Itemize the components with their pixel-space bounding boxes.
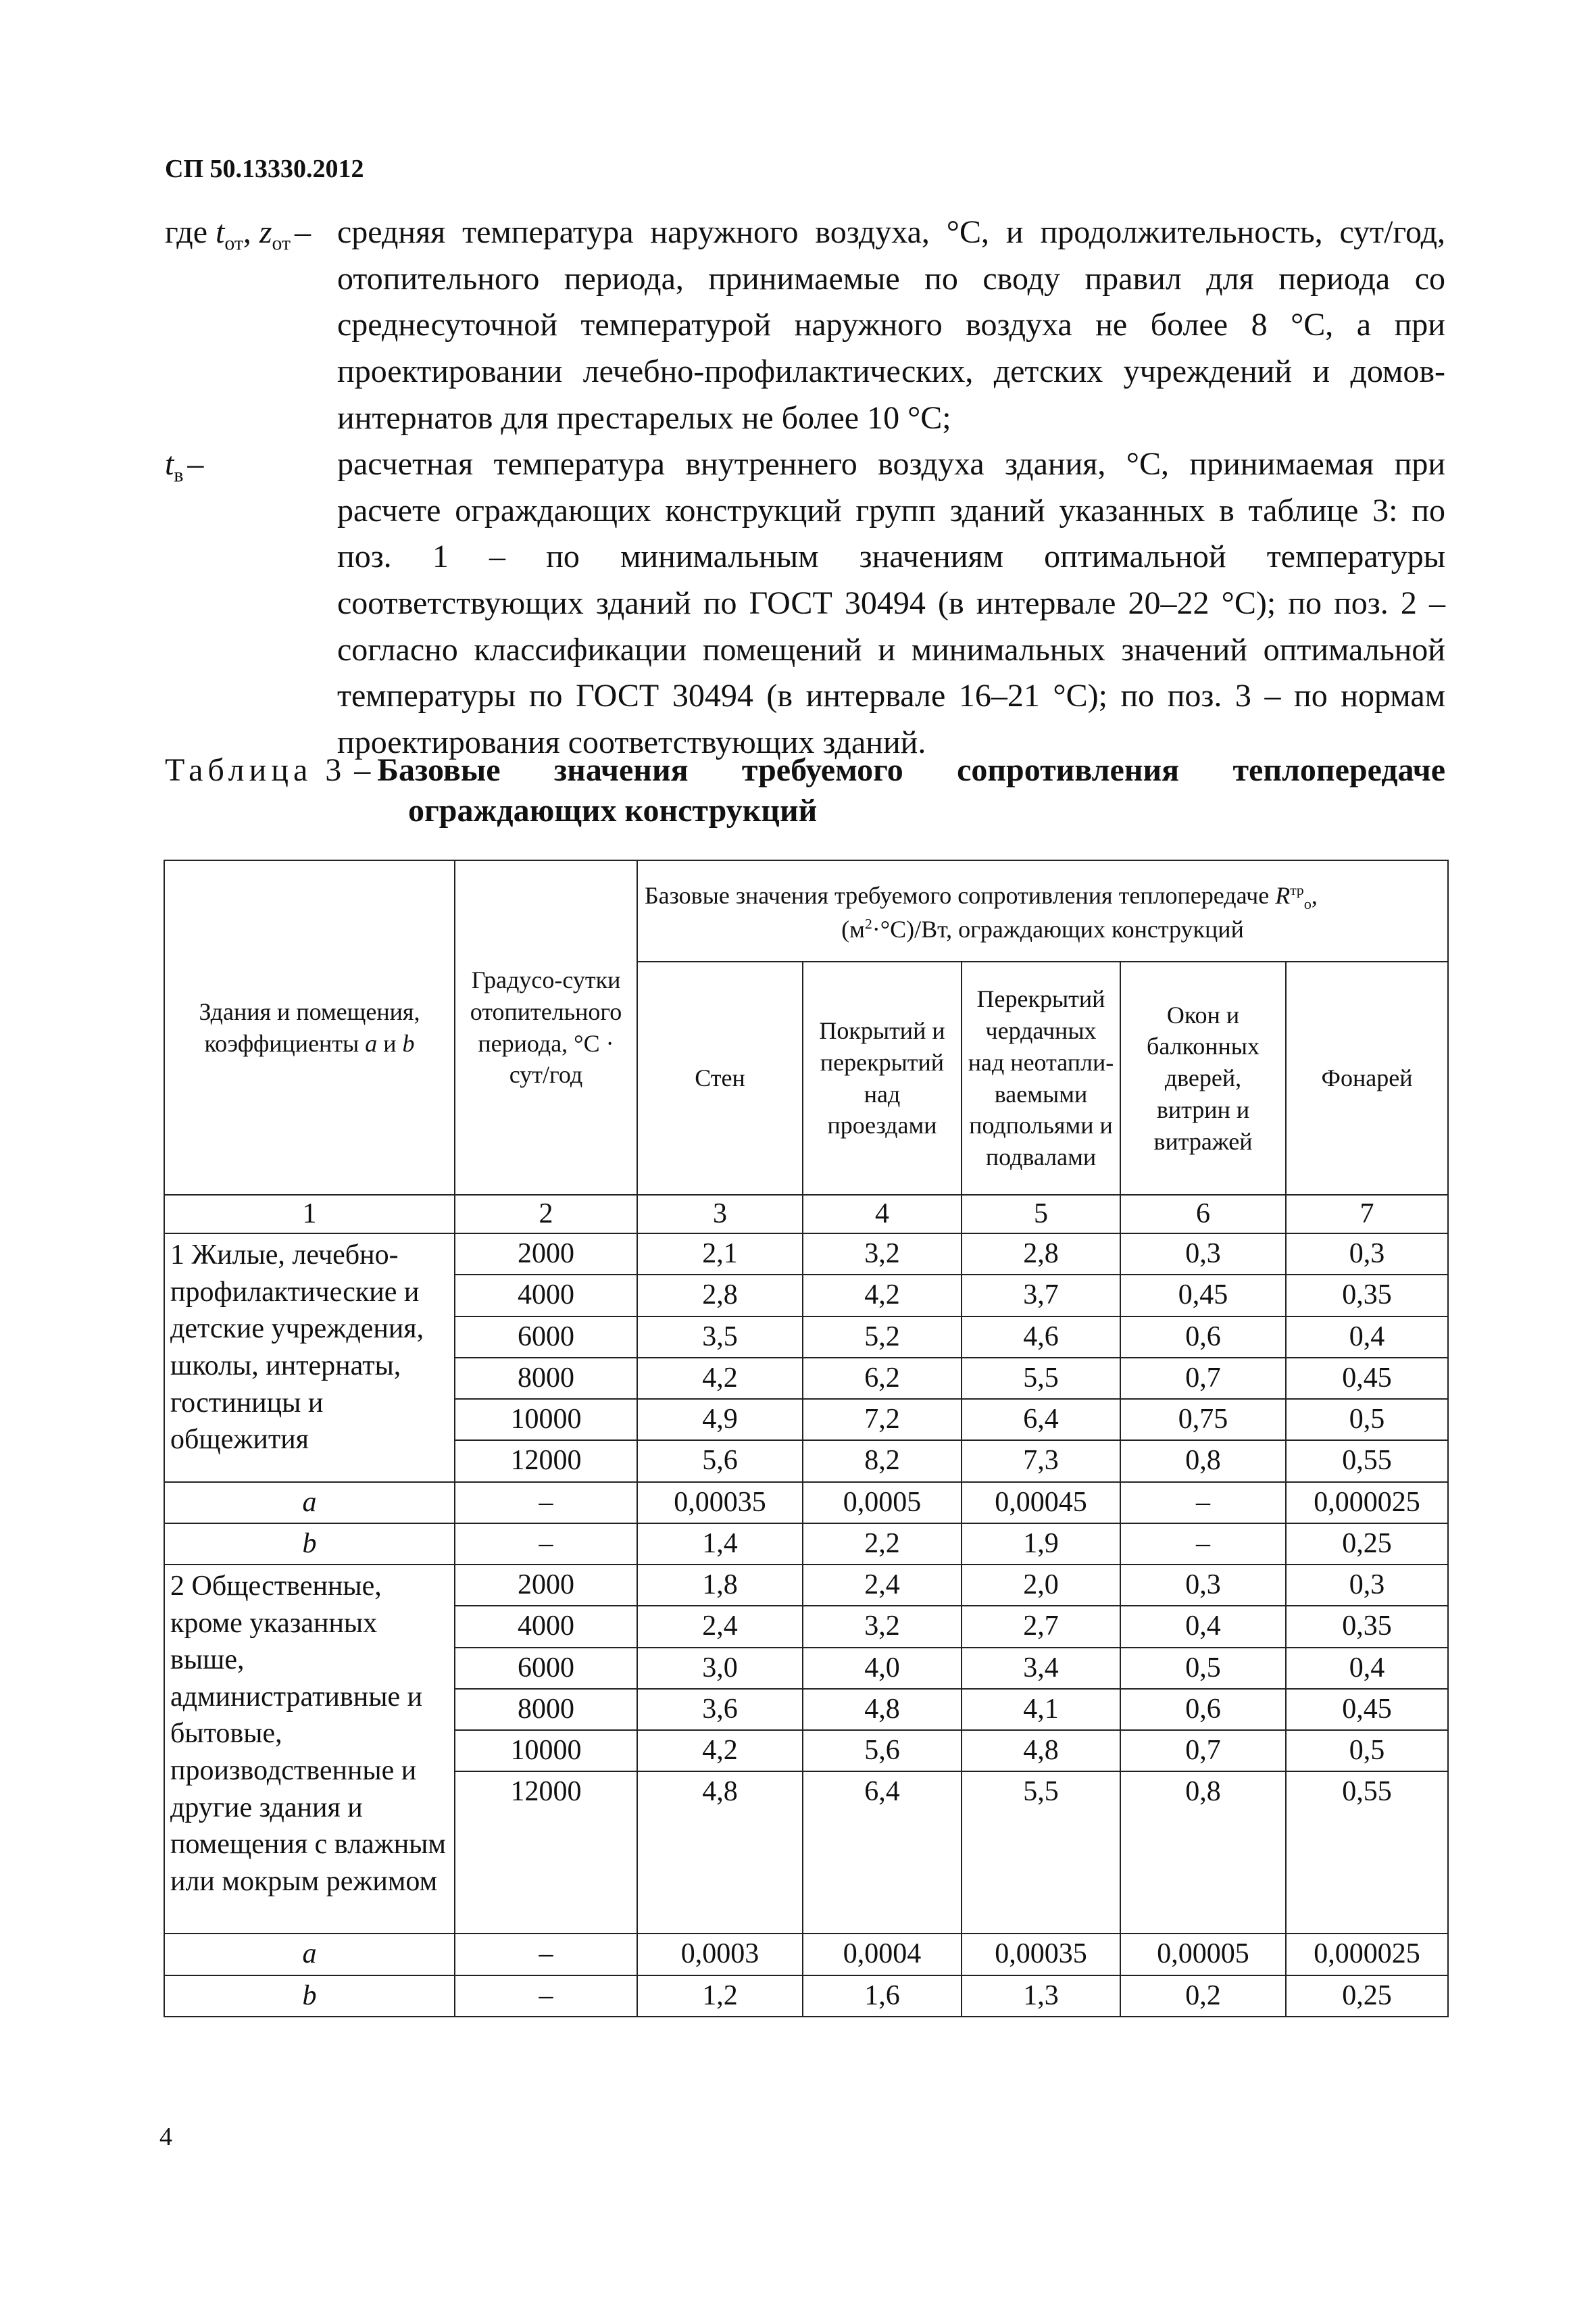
table-cell: 2,8 <box>637 1275 803 1316</box>
table-cell: 1,4 <box>637 1523 803 1565</box>
table-cell: 5,6 <box>637 1440 803 1481</box>
col-number: 4 <box>803 1195 962 1233</box>
table-cell: 4,2 <box>637 1730 803 1771</box>
table-cell: 4,8 <box>962 1730 1120 1771</box>
symbol-t: t <box>216 214 225 250</box>
coef-label: b <box>164 1975 455 2017</box>
table-cell: 3,5 <box>637 1316 803 1358</box>
table-cell: 0,25 <box>1286 1975 1448 2017</box>
col-number: 6 <box>1120 1195 1286 1233</box>
table-cell: 8,2 <box>803 1440 962 1481</box>
table-cell: 0,8 <box>1120 1771 1286 1934</box>
col-header-buildings <box>164 860 455 1195</box>
col-header-degree-days: Градусо-сутки отопительного периода, °С · сут/год <box>455 860 637 1195</box>
table-cell: 2,1 <box>637 1233 803 1275</box>
table-cell: 1,2 <box>637 1975 803 2017</box>
col-header-windows: Окон и балконных дверей, витрин и витражей <box>1120 962 1286 1195</box>
coef-label: b <box>164 1523 455 1565</box>
table-cell: 0,4 <box>1120 1606 1286 1647</box>
table-cell: – <box>455 1975 637 2017</box>
superscript-tr: тр <box>1290 881 1304 898</box>
table-cell: 0,000025 <box>1286 1482 1448 1523</box>
table-cell: 4,8 <box>803 1689 962 1730</box>
table-cell: 0,000025 <box>1286 1934 1448 1975</box>
unit-part: (м <box>841 915 865 943</box>
table-cell: 8000 <box>455 1689 637 1730</box>
table-cell: – <box>1120 1523 1286 1565</box>
table-cell: 0,35 <box>1286 1606 1448 1647</box>
col-header-coverings: Покрытий и перекрытий над проездами <box>803 962 962 1195</box>
table-cell: 3,2 <box>803 1233 962 1275</box>
table-cell: 4,8 <box>637 1771 803 1934</box>
coef-a-row <box>164 1482 1448 1523</box>
table-cell: 0,5 <box>1286 1730 1448 1771</box>
col-header-walls: Стен <box>637 962 803 1195</box>
table-cell: 6,4 <box>803 1771 962 1934</box>
table-cell: 5,6 <box>803 1730 962 1771</box>
coef-a-row <box>164 1934 1448 1975</box>
table-cell: – <box>455 1934 637 1975</box>
table-cell: 0,8 <box>1120 1440 1286 1481</box>
dash: – <box>354 752 371 788</box>
group-2-label: 2 Общественные, кроме указанных выше, административные и бытовые, производственные и другие здания и помещения с влажным или мокрым режимом <box>164 1565 455 1934</box>
col-header-skylights: Фонарей <box>1286 962 1448 1195</box>
symbol-legend <box>165 210 1445 766</box>
table-cell: 1,9 <box>962 1523 1120 1565</box>
col-number: 2 <box>455 1195 637 1233</box>
table-cell: 3,4 <box>962 1648 1120 1689</box>
resistance-table <box>164 860 1449 2017</box>
symbol-r: R <box>1275 881 1291 909</box>
table-cell: 0,25 <box>1286 1523 1448 1565</box>
table-caption <box>165 750 1445 831</box>
table-title-line-1: Базовые значения требуемого сопротивления теплопередаче <box>377 752 1445 788</box>
table-cell: 5,2 <box>803 1316 962 1358</box>
table-cell: 3,7 <box>962 1275 1120 1316</box>
table-cell: 3,0 <box>637 1648 803 1689</box>
table-cell: 4,0 <box>803 1648 962 1689</box>
table-cell: 0,00035 <box>637 1482 803 1523</box>
table-cell: 10000 <box>455 1730 637 1771</box>
dash: – <box>187 446 204 483</box>
separator: , <box>243 214 259 250</box>
table-cell: 0,7 <box>1120 1730 1286 1771</box>
table-cell: 10000 <box>455 1399 637 1440</box>
group-header-unit <box>645 914 1441 945</box>
table-cell: 2,0 <box>962 1565 1120 1606</box>
table-cell: 1,8 <box>637 1565 803 1606</box>
legend-text: средняя температура наружного воздуха, °С, и продолжительность, сут/год, отопительного периода, принимаемые по своду правил для периода со среднесуточной температурой наружного воздуха не более 8 °С, а при проектировании лечебно-профилактических, детских учреждений и домов-интернатов для престарелых не более 10 °С; <box>337 214 1445 436</box>
table-cell: 0,35 <box>1286 1275 1448 1316</box>
table-cell: 2,4 <box>803 1565 962 1606</box>
col-number: 3 <box>637 1195 803 1233</box>
table-cell: 2,7 <box>962 1606 1120 1647</box>
table-cell: 12000 <box>455 1771 637 1934</box>
table-cell: 1,6 <box>803 1975 962 2017</box>
subscript-ot: от <box>272 232 291 255</box>
conjunction: и <box>383 1029 397 1057</box>
table-cell: 0,3 <box>1286 1565 1448 1606</box>
legend-lead <box>165 441 337 490</box>
document-code: СП 50.13330.2012 <box>165 155 364 183</box>
table-caption-lead <box>165 750 370 791</box>
table-row <box>164 1565 1448 1606</box>
table-cell: 0,5 <box>1120 1648 1286 1689</box>
table-cell: 0,75 <box>1120 1399 1286 1440</box>
coef-b: b <box>402 1029 415 1057</box>
coef-label: a <box>164 1934 455 1975</box>
page-number: 4 <box>159 2123 172 2151</box>
coef-a: a <box>365 1029 378 1057</box>
col-header-group: Базовые значения требуемого сопротивления теплопередаче $R^{тр}_о$, $(м^2\cdot^\circ С)/Вт$, ограждающих конструкций <box>637 860 1448 962</box>
table-cell: 7,3 <box>962 1440 1120 1481</box>
legend-prefix: где <box>165 214 216 250</box>
table-label: Таблица 3 <box>165 752 347 788</box>
table-cell: 6000 <box>455 1316 637 1358</box>
table-cell: – <box>455 1482 637 1523</box>
table-cell: 12000 <box>455 1440 637 1481</box>
legend-lead <box>165 210 337 258</box>
dash: – <box>295 214 311 250</box>
table-cell: 5,5 <box>962 1771 1120 1934</box>
table-cell: 4,6 <box>962 1316 1120 1358</box>
col-header-attic-floors: Перекрытий чердачных над неотапли-ваемыми подпольями и подвалами <box>962 962 1120 1195</box>
unit-part: ·°С)/Вт, ограждающих конструкций <box>872 915 1244 943</box>
table-cell: 0,3 <box>1120 1565 1286 1606</box>
subscript-v: в <box>174 464 184 487</box>
col-number: 5 <box>962 1195 1120 1233</box>
table-cell: – <box>1120 1482 1286 1523</box>
table-cell: 4000 <box>455 1606 637 1647</box>
table-cell: 2000 <box>455 1565 637 1606</box>
table-cell: 0,45 <box>1286 1689 1448 1730</box>
legend-entry-t-v <box>165 441 1445 766</box>
coef-label: a <box>164 1482 455 1523</box>
table-cell: 6,4 <box>962 1399 1120 1440</box>
table-cell: 4,2 <box>803 1275 962 1316</box>
table-cell: 0,6 <box>1120 1689 1286 1730</box>
table-cell: 0,5 <box>1286 1399 1448 1440</box>
table-cell: 4,9 <box>637 1399 803 1440</box>
table-cell: 0,45 <box>1286 1358 1448 1399</box>
subscript-o: о <box>1303 895 1312 912</box>
table-cell: 0,4 <box>1286 1648 1448 1689</box>
symbol-t: t <box>165 446 174 483</box>
table-cell: 0,7 <box>1120 1358 1286 1399</box>
table-cell: 2,8 <box>962 1233 1120 1275</box>
table-cell: 5,5 <box>962 1358 1120 1399</box>
legend-entry-t-ot <box>165 210 1445 441</box>
coef-b-row <box>164 1523 1448 1565</box>
col-number: 1 <box>164 1195 455 1233</box>
table-caption-line-1 <box>165 750 1445 791</box>
table-cell: 6,2 <box>803 1358 962 1399</box>
table-cell: 8000 <box>455 1358 637 1399</box>
table-cell: 0,00035 <box>962 1934 1120 1975</box>
table-cell: 4,2 <box>637 1358 803 1399</box>
table-cell: 2,2 <box>803 1523 962 1565</box>
col-number: 7 <box>1286 1195 1448 1233</box>
table-cell: 6000 <box>455 1648 637 1689</box>
table-cell: 0,00045 <box>962 1482 1120 1523</box>
table-row <box>164 1233 1448 1275</box>
table-cell: 4,1 <box>962 1689 1120 1730</box>
table-cell: 0,0003 <box>637 1934 803 1975</box>
table-cell: 3,6 <box>637 1689 803 1730</box>
legend-text: расчетная температура внутреннего воздуха здания, °С, принимаемая при расчете ограждающих конструкций групп зданий указанных в таблице 3: по поз. 1 – по минимальным значениям оптимальной температуры соответствующих зданий по ГОСТ 30494 (в интервале 20–22 °С); по поз. 2 – согласно классификации помещений и минимальных значений оптимальной температуры по ГОСТ 30494 (в интервале 16–21 °С); по поз. 3 – по нормам проектирования соответствующих зданий. <box>337 446 1445 760</box>
table-cell: 0,55 <box>1286 1440 1448 1481</box>
table-cell: 0,2 <box>1120 1975 1286 2017</box>
col-header-text: Здания и помещения, коэффициенты <box>199 998 420 1057</box>
table-cell: 2,4 <box>637 1606 803 1647</box>
table-cell: 2000 <box>455 1233 637 1275</box>
table-cell: 4000 <box>455 1275 637 1316</box>
table-cell: 0,3 <box>1286 1233 1448 1275</box>
group-header-text: Базовые значения требуемого сопротивления теплопередаче <box>645 881 1270 909</box>
table-cell: 0,3 <box>1120 1233 1286 1275</box>
table-cell: 3,2 <box>803 1606 962 1647</box>
column-numbers-row <box>164 1195 1448 1233</box>
table-cell: 0,55 <box>1286 1771 1448 1934</box>
unit-sup: 2 <box>864 915 872 932</box>
group-1-label: 1 Жилые, лечебно-профилактические и детские учреждения, школы, интернаты, гостиницы и общежития <box>164 1233 455 1481</box>
table-cell: 0,0004 <box>803 1934 962 1975</box>
table-cell: 0,0005 <box>803 1482 962 1523</box>
subscript-ot: от <box>224 232 243 255</box>
table-cell: 0,45 <box>1120 1275 1286 1316</box>
table-cell: 7,2 <box>803 1399 962 1440</box>
table-cell: – <box>455 1523 637 1565</box>
table-cell: 0,6 <box>1120 1316 1286 1358</box>
table-cell: 0,00005 <box>1120 1934 1286 1975</box>
table-cell: 1,3 <box>962 1975 1120 2017</box>
symbol-z: z <box>259 214 272 250</box>
table-title-line-2: ограждающих конструкций <box>408 793 818 829</box>
coef-b-row <box>164 1975 1448 2017</box>
table-cell: 0,4 <box>1286 1316 1448 1358</box>
